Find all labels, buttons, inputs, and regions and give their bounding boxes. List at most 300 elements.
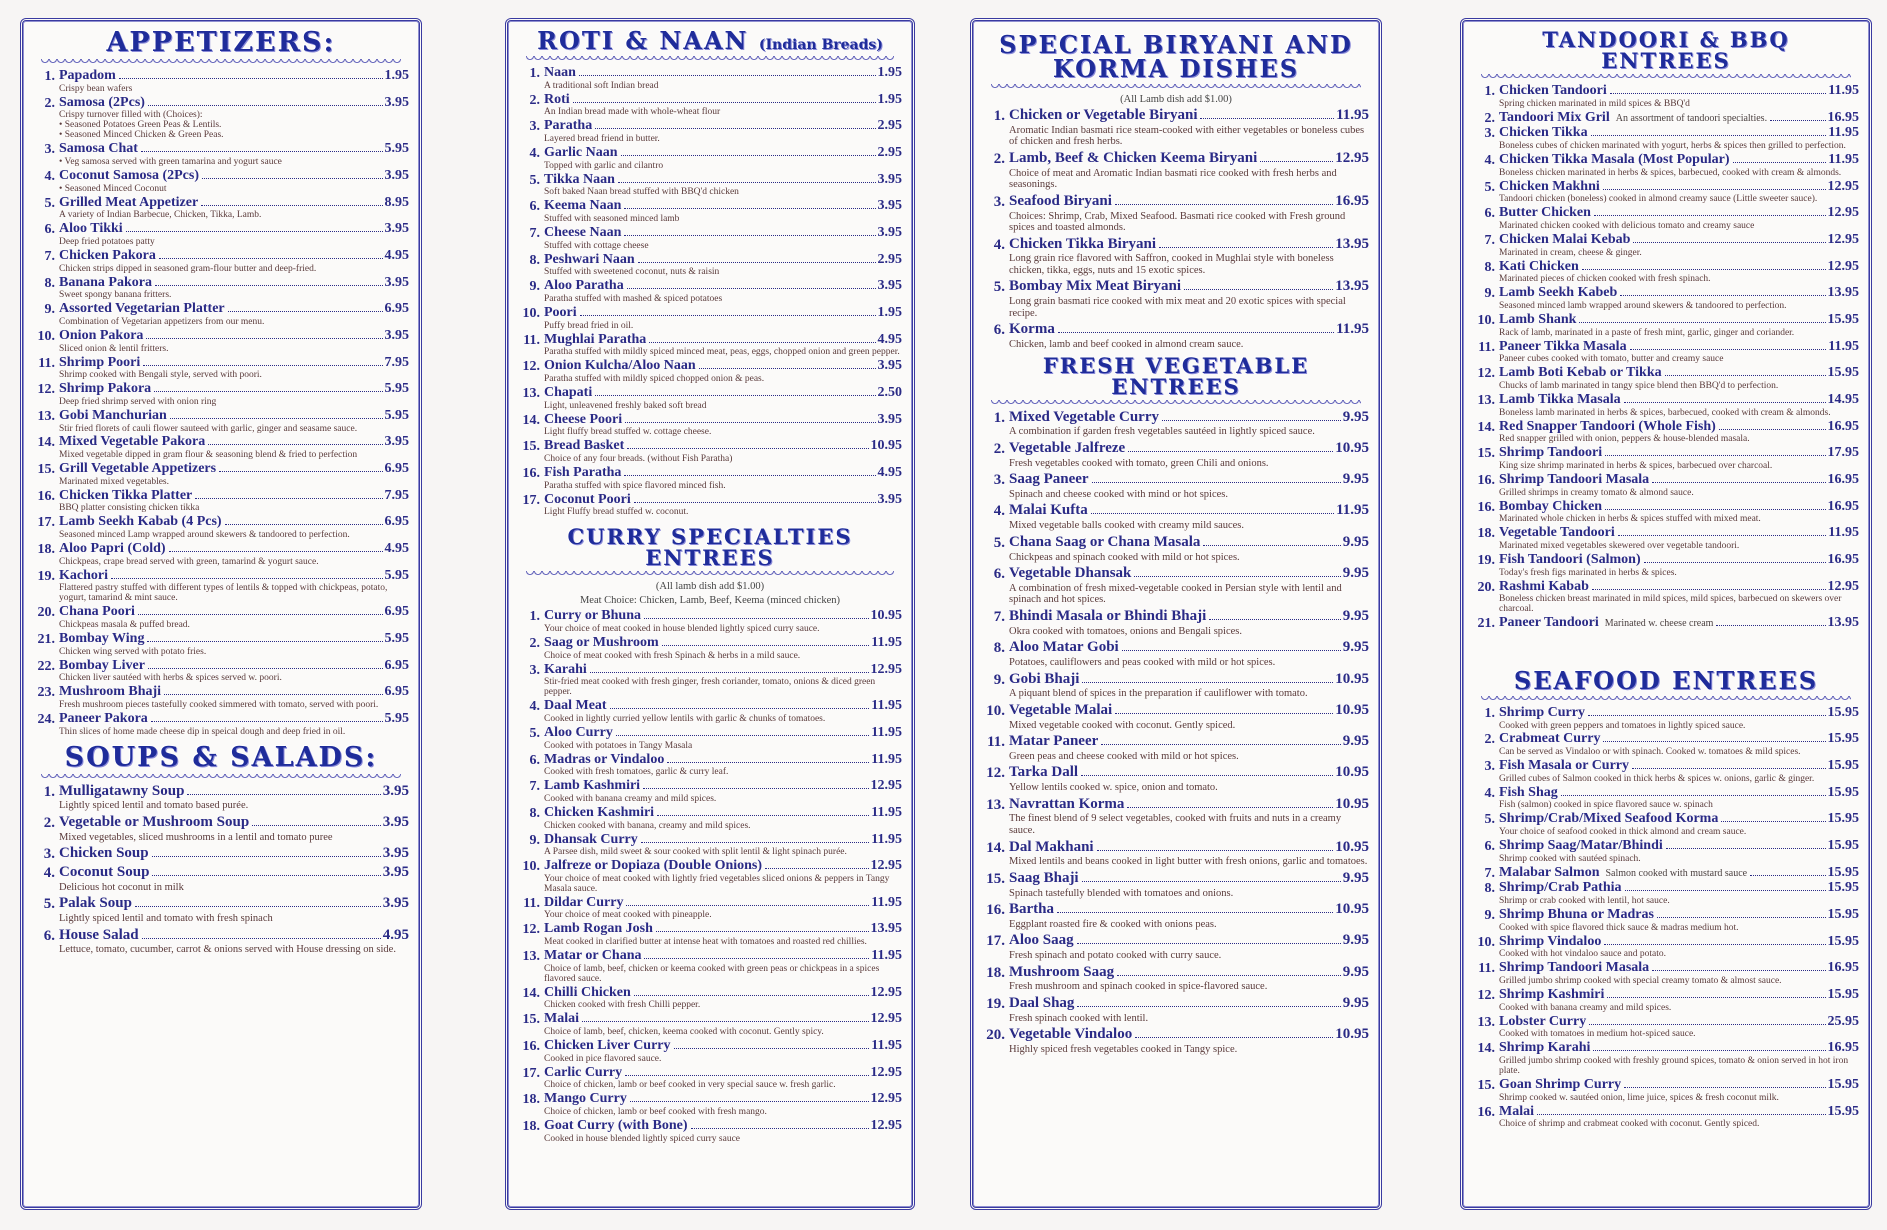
item-number: 2. [1484, 732, 1495, 748]
dot-leader [634, 502, 876, 503]
item-line [1499, 180, 1859, 195]
menu-item [1473, 706, 1859, 732]
item-price: 12.95 [1827, 258, 1859, 274]
dot-leader [142, 938, 381, 939]
item-description: Stuffed with sweetened coconut, nuts & raisin [544, 267, 720, 278]
item-line [1499, 1041, 1859, 1056]
item-price: 9.95 [1342, 639, 1369, 656]
item-price: 15.95 [1827, 1103, 1859, 1119]
item-number: 10. [522, 859, 540, 875]
item-number: 5. [43, 896, 55, 913]
item-name: Papadom [59, 68, 116, 83]
item-description: Fresh vegetables cooked with tomato, green Chili and onions. [1009, 457, 1269, 469]
item-price: 3.95 [384, 327, 409, 343]
item-number: 1. [993, 409, 1005, 426]
item-line [544, 636, 902, 651]
item-number: 12. [1477, 366, 1495, 382]
item-name: Saag Paneer [1009, 471, 1089, 488]
dot-leader [627, 288, 876, 289]
item-description: Red snapper grilled with onion, peppers & house-blended masala. [1499, 434, 1750, 445]
item-line [59, 542, 409, 557]
item-number: 3. [529, 119, 540, 135]
item-description: Paratha stuffed with mildly spiced minced meat, peas, eggs, chopped onion and green pepper. [544, 347, 900, 358]
dot-leader [656, 931, 869, 932]
item-description: Marinated chicken cooked with delicious tomato and creamy sauce [1499, 221, 1755, 231]
item-price: 12.95 [870, 1011, 902, 1027]
item-inline-description: Salmon cooked with mustard sauce [1605, 867, 1748, 879]
item-description: Stuffed with cottage cheese [544, 240, 649, 251]
item-line [544, 333, 902, 348]
menu-item [33, 659, 409, 685]
menu-item [33, 784, 409, 812]
item-line [544, 609, 902, 624]
item-price: 4.95 [384, 541, 409, 557]
item-number: 3. [529, 662, 540, 678]
item-line [1499, 393, 1859, 408]
item-number: 18. [522, 1119, 540, 1134]
dot-leader [1592, 589, 1826, 590]
item-price: 4.95 [877, 331, 902, 347]
item-line [1499, 313, 1859, 328]
item-price: 3.95 [877, 198, 902, 214]
item-description: Marinated pieces of chicken cooked with fresh spinach. [1499, 274, 1711, 285]
item-line [1499, 759, 1859, 774]
menu-item [983, 965, 1369, 993]
item-description: King size shrimp marinated in herbs & spices, barbecued over charcoal. [1499, 460, 1773, 471]
item-line [1499, 908, 1859, 923]
item-name: Bombay Mix Meat Biryani [1009, 278, 1182, 295]
item-number: 14. [522, 985, 540, 1001]
item-name: Poori [544, 304, 577, 320]
menu-item [1473, 866, 1859, 881]
menu-list-tandoori [1473, 84, 1859, 631]
item-description: Stuffed with seasoned minced lamb [544, 213, 680, 224]
item-name: Mixed Vegetable Curry [1009, 408, 1159, 425]
item-line [59, 142, 409, 157]
menu-item [33, 142, 409, 168]
item-price: 12.95 [870, 858, 902, 874]
item-name: Shrimp Curry [1499, 704, 1585, 720]
dot-leader [699, 368, 876, 369]
item-price: 9.95 [1342, 471, 1369, 488]
dot-leader [1582, 269, 1826, 270]
item-description: Eggplant roasted fire & cooked with onions peas. [1009, 918, 1217, 930]
item-name: Vegetable Dhansak [1009, 565, 1132, 582]
menu-item [518, 413, 902, 439]
panel-tandoori-seafood [1460, 18, 1872, 1210]
menu-item [33, 276, 409, 302]
item-line [544, 493, 902, 508]
item-line [1499, 732, 1859, 747]
menu-item [518, 66, 902, 92]
item-description: Grilled shrimps in creamy tomato & almond sauce. [1499, 487, 1694, 498]
item-name: Bombay Chicken [1499, 498, 1603, 514]
item-number: 11. [523, 332, 540, 348]
item-line [59, 632, 409, 647]
item-number: 7. [1484, 232, 1495, 248]
item-description: Cooked with fresh tomatoes, garlic & curry leaf. [544, 767, 729, 778]
item-price: 11.95 [871, 751, 902, 767]
item-price: 12.95 [870, 1064, 902, 1080]
menu-item [518, 493, 902, 519]
item-price: 13.95 [1335, 235, 1369, 252]
dot-leader [1630, 349, 1827, 350]
item-description: Fresh mushroom and spinach cooked in spice-flavored sauce. [1009, 981, 1268, 993]
menu-item [1473, 988, 1859, 1014]
item-price: 3.95 [382, 782, 409, 799]
item-inline-description: Marinated w. cheese cream [1604, 618, 1714, 630]
dot-leader [1770, 120, 1825, 121]
item-price: 11.95 [1828, 83, 1859, 98]
item-price: 5.95 [384, 407, 409, 423]
dot-leader [208, 444, 382, 445]
item-line [544, 726, 902, 741]
menu-item [518, 663, 902, 699]
item-description: Deep fried potatoes patty [59, 236, 155, 247]
item-number: 12. [37, 382, 55, 398]
menu-item [1473, 526, 1859, 552]
item-description: Choice of meat cooked with fresh Spinach & herbs in a mild sauce. [544, 650, 801, 661]
decorative-divider [1481, 696, 1851, 702]
dot-leader [1588, 715, 1826, 716]
menu-item [518, 922, 902, 948]
item-number: 12. [1477, 988, 1495, 1004]
item-number: 17. [522, 492, 540, 508]
item-description: Shrimp cooked w. sautéed onion, lime juice, spices & fresh coconut milk. [1499, 1092, 1779, 1103]
menu-item [518, 359, 902, 385]
item-price: 5.95 [384, 567, 409, 583]
item-name: Chicken Liver Curry [544, 1038, 671, 1054]
item-name: Aloo Paratha [544, 278, 624, 294]
menu-item [33, 846, 409, 862]
item-price: 3.95 [877, 278, 902, 294]
item-line [1009, 503, 1369, 519]
item-description: Shrimp cooked with Bengali style, served with poori. [59, 370, 262, 381]
item-line [544, 663, 902, 678]
menu-item [518, 146, 902, 172]
item-description: Cooked in house blended lightly spiced curry sauce [544, 1133, 741, 1144]
item-description: Topped with garlic and cilantro [544, 160, 664, 171]
item-price: 15.95 [1827, 731, 1859, 747]
dot-leader [580, 315, 876, 316]
item-name: Mulligatawny Soup [59, 782, 185, 799]
item-price: 6.95 [384, 461, 409, 477]
dot-leader [1134, 576, 1340, 577]
menu-item [983, 996, 1369, 1024]
item-number: 4. [529, 145, 540, 161]
item-line [1009, 566, 1369, 582]
item-number: 24. [37, 712, 55, 727]
menu-item [1473, 313, 1859, 339]
item-price: 9.95 [1342, 733, 1369, 750]
item-line [544, 922, 902, 937]
item-description: Potatoes, cauliflowers and peas cooked with mild or hot spices. [1009, 656, 1276, 668]
item-description: Fresh mushroom pieces tastefully cooked simmered with tomato, served with poori. [59, 700, 379, 711]
menu-item [33, 302, 409, 328]
item-line [544, 226, 902, 241]
item-line [1499, 961, 1859, 976]
item-name: Paratha [544, 118, 593, 134]
item-line [1499, 260, 1859, 275]
item-number: 19. [986, 996, 1005, 1013]
item-description: Lightly spiced lentil and tomato based purée. [59, 800, 249, 812]
item-line [1009, 840, 1369, 856]
item-name: Chicken Tikka [1499, 125, 1588, 141]
menu-item [983, 609, 1369, 637]
item-line [544, 949, 902, 964]
item-name: Chana Poori [59, 604, 135, 620]
item-price: 13.95 [1335, 278, 1369, 295]
menu-item [33, 329, 409, 355]
item-name: Fish Tandoori (Salmon) [1499, 551, 1641, 567]
item-number: 1. [993, 108, 1005, 125]
item-number: 1. [1484, 705, 1495, 721]
item-line [1499, 988, 1859, 1003]
item-name: Crabmeat Curry [1499, 731, 1601, 747]
item-number: 4. [529, 699, 540, 715]
item-line [544, 896, 902, 911]
item-price: 15.95 [1827, 987, 1859, 1003]
item-line [1499, 839, 1859, 854]
item-number: 6. [529, 752, 540, 768]
menu-item [518, 896, 902, 922]
panel-roti-curry [505, 18, 915, 1210]
item-number: 4. [993, 503, 1005, 520]
item-price: 1.95 [877, 304, 902, 320]
item-line [59, 784, 409, 800]
item-price: 2.95 [877, 118, 902, 134]
dot-leader [1260, 161, 1333, 162]
menu-item [983, 797, 1369, 837]
item-inline-description: An assortment of tandoori specialties. [1615, 112, 1768, 124]
item-line [1009, 902, 1369, 918]
item-name: Seafood Biryani [1009, 192, 1112, 209]
item-description: Grilled cubes of Salmon cooked in thick herbs & spices w. onions, garlic & ginger. [1499, 773, 1815, 784]
item-description: BBQ platter consisting chicken tikka [59, 503, 200, 514]
dot-leader [625, 1075, 868, 1076]
item-price: 9.95 [1342, 869, 1369, 886]
item-name: Navrattan Korma [1009, 795, 1125, 812]
item-price: 9.95 [1342, 607, 1369, 624]
item-description: Paratha stuffed with mildly spiced chopped onion & peas. [544, 373, 765, 384]
item-description: Stir-fried meat cooked with fresh ginger, fresh coriander, tomato, onions & diced green pepper. [544, 677, 876, 698]
item-description: Light fluffy bread stuffed w. cottage cheese. [544, 427, 712, 438]
item-line [544, 173, 902, 188]
item-name: Goan Shrimp Curry [1499, 1077, 1622, 1092]
item-price: 10.95 [1335, 795, 1369, 812]
item-number: 14. [522, 412, 540, 428]
item-name: Curry or Bhuna [544, 608, 641, 624]
item-number: 2. [44, 95, 55, 111]
dot-leader [1203, 545, 1340, 546]
dot-leader [1666, 848, 1826, 849]
item-line [1499, 340, 1859, 355]
item-line [59, 515, 409, 530]
item-number: 12. [522, 359, 540, 375]
item-line [1009, 996, 1369, 1012]
item-name: Paneer Pakora [59, 711, 148, 726]
item-number: 6. [43, 927, 55, 944]
item-description: Marinated mixed vegetables. [59, 476, 170, 487]
item-name: Fish Paratha [544, 464, 622, 480]
item-line [1009, 194, 1369, 210]
item-name: Dildar Curry [544, 894, 624, 910]
menu-item [1473, 473, 1859, 499]
item-number: 9. [44, 302, 55, 318]
menu-item [518, 806, 902, 832]
item-name: Aloo Matar Gobi [1009, 639, 1119, 656]
item-description: Chickpeas and spinach cooked with mild or hot spices. [1009, 551, 1240, 563]
item-description: Yellow lentils cooked w. spice, onion and tomato. [1009, 782, 1218, 794]
item-description: Shrimp cooked with sautéed spinach. [1499, 853, 1641, 864]
item-description: Fresh spinach cooked with lentil. [1009, 1012, 1149, 1024]
menu-item [1473, 340, 1859, 366]
item-line [59, 605, 409, 620]
item-price: 7.95 [384, 487, 409, 503]
dot-leader [691, 1128, 869, 1129]
item-number: 2. [1484, 110, 1495, 126]
item-number: 18. [1477, 526, 1495, 542]
item-line [1009, 1027, 1369, 1043]
item-price: 10.95 [1335, 764, 1369, 781]
item-description: Mixed vegetable dipped in gram flour & seasoning blend & fried to perfection [59, 450, 358, 461]
menu-item [1473, 580, 1859, 616]
item-description: Marinated mixed vegetables skewered over vegetable tandoori. [1499, 540, 1740, 551]
curry-note-meat: Meat Choice: Chicken, Lamb, Beef, Keema (minced chicken) [579, 595, 841, 607]
item-description: Marinated in cream, cheese & ginger. [1499, 247, 1642, 258]
item-name: Onion Kulcha/Aloo Naan [544, 358, 696, 374]
item-price: 5.95 [384, 381, 409, 397]
item-price: 2.50 [877, 384, 902, 400]
item-price: 10.95 [870, 608, 902, 624]
item-name: Dal Makhani [1009, 838, 1094, 855]
item-name: Dhansak Curry [544, 831, 638, 847]
item-name: Shrimp/Crab/Mixed Seafood Korma [1499, 811, 1719, 827]
item-line [1009, 237, 1369, 253]
dot-leader [634, 995, 869, 996]
item-name: Shrimp Pakora [59, 381, 152, 397]
item-price: 16.95 [1335, 192, 1369, 209]
menu-item [1473, 366, 1859, 392]
dot-leader [147, 641, 382, 642]
menu-item [33, 632, 409, 658]
dot-leader [657, 815, 869, 816]
item-description: Grilled jumbo shrimp cooked with special creamy tomato & almost sauce. [1499, 976, 1782, 987]
item-description: An Indian bread made with whole-wheat flour [544, 107, 721, 118]
item-price: 13.95 [1827, 615, 1859, 631]
menu-item [1473, 180, 1859, 206]
item-price: 12.95 [1827, 178, 1859, 194]
dot-leader [1082, 682, 1333, 683]
menu-item [983, 703, 1369, 731]
item-description: Choice of shrimp and crabmeat cooked with coconut. Gently spiced. [1499, 1119, 1760, 1130]
dot-leader [141, 151, 383, 152]
decorative-divider [991, 84, 1361, 90]
item-description: Rack of lamb, marinated in a paste of fresh mint, garlic, ginger and coriander. [1499, 327, 1795, 338]
item-price: 5.95 [384, 141, 409, 157]
menu-item [983, 108, 1369, 148]
item-line [544, 466, 902, 481]
dot-leader [1091, 513, 1334, 514]
item-description: Okra cooked with tomatoes, onions and Bengali spices. [1009, 625, 1242, 637]
item-price: 15.95 [1827, 838, 1859, 854]
item-name: Coconut Samosa (2Pcs) [59, 167, 199, 183]
item-price: 3.95 [877, 171, 902, 187]
menu-item [33, 462, 409, 488]
dot-leader [621, 155, 876, 156]
item-name: Chicken Tikka Biryani [1009, 235, 1156, 252]
decorative-divider [1481, 74, 1851, 80]
item-name: Malai Kufta [1009, 502, 1088, 519]
item-number: 8. [44, 275, 55, 291]
dot-leader [595, 128, 875, 129]
item-description: Chicken cooked with banana, creamy and mild spices. [544, 820, 751, 831]
item-number: 15. [1477, 1078, 1495, 1093]
menu-list-curry [518, 609, 902, 1144]
item-price: 15.95 [1827, 365, 1859, 381]
item-line [1499, 84, 1859, 99]
item-price: 16.95 [1827, 418, 1859, 434]
item-name: Chicken Tandoori [1499, 83, 1607, 98]
item-line [59, 712, 409, 727]
item-number: 4. [993, 236, 1005, 253]
item-name: Onion Pakora [59, 327, 144, 343]
item-description: Aromatic Indian basmati rice steam-cooked with either vegetables or boneless cubes of chicken and fresh herbs. [1009, 124, 1365, 148]
item-description: Choice of chicken, lamb or beef cooked in very special sauce w. fresh garlic. [544, 1080, 836, 1091]
item-name: Bhindi Masala or Bhindi Bhaji [1009, 607, 1207, 624]
menu-item [983, 472, 1369, 500]
menu-item [518, 119, 902, 145]
item-description: Paratha stuffed with spice flavored minced fish. [544, 480, 726, 491]
item-description: Cooked in lightly curried yellow lentils with garlic & chunks of tomatoes. [544, 713, 826, 724]
item-number: 17. [986, 933, 1005, 950]
item-name: Bread Basket [544, 438, 625, 454]
item-name: Bombay Liver [59, 657, 145, 673]
item-price: 11.95 [871, 804, 902, 820]
item-description: A traditional soft Indian bread [544, 80, 659, 91]
item-name: Chana Saag or Chana Masala [1009, 533, 1201, 550]
item-description: Your choice of meat cooked in house blended lightly spiced curry sauce. [544, 623, 820, 634]
menu-item [518, 226, 902, 252]
item-description: A variety of Indian Barbecue, Chicken, Tikka, Lamb. [59, 210, 262, 221]
item-name: Chilli Chicken [544, 984, 631, 1000]
menu-item [33, 196, 409, 222]
item-line [1499, 580, 1859, 595]
item-line [544, 279, 902, 294]
item-number: 2. [993, 440, 1005, 457]
dot-leader [1750, 875, 1825, 876]
item-description: Mixed vegetable cooked with coconut. Gently spiced. [1009, 719, 1236, 731]
item-number: 11. [38, 355, 55, 371]
dot-leader [1624, 402, 1826, 403]
item-description: Your choice of seafood cooked in thick almond and cream sauce. [1499, 827, 1747, 838]
item-name: Tandoori Mix Gril [1499, 109, 1610, 125]
item-description: Boneless cubes of chicken marinated with yogurt, herbs & spices then grilled to perfection. [1499, 141, 1846, 152]
item-number: 3. [993, 472, 1005, 489]
item-price: 1.95 [877, 91, 902, 107]
item-number: 16. [522, 1039, 540, 1055]
item-line [1009, 933, 1369, 949]
item-price: 6.95 [384, 514, 409, 530]
item-line [1499, 881, 1859, 896]
dot-leader [164, 694, 382, 695]
dot-leader [1135, 1037, 1333, 1038]
item-description: Choices: Shrimp, Crab, Mixed Seafood. Basmati rice cooked with Fresh ground spices and toasted almonds. [1009, 210, 1346, 234]
item-name: Malai [544, 1011, 579, 1027]
dot-leader [643, 788, 868, 789]
item-number: 8. [529, 252, 540, 268]
item-line [59, 685, 409, 700]
